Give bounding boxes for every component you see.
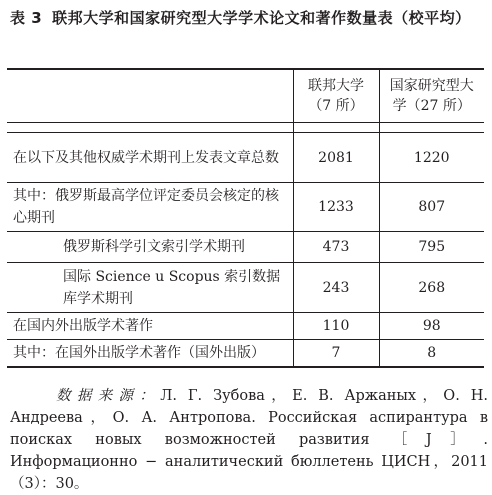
- header-empty: [7, 69, 293, 123]
- research-value: 268: [379, 263, 484, 313]
- spacer-cell: [7, 123, 293, 133]
- research-value: 807: [379, 183, 484, 232]
- header-research-universities: 国家研究型大学（27 所）: [379, 69, 484, 123]
- table-number: 表 3: [10, 9, 43, 27]
- spacer-cell: [379, 123, 484, 133]
- table-spacer-row: [7, 123, 484, 133]
- data-table: [7, 68, 484, 368]
- table-row: [7, 183, 484, 232]
- row-label: 其中：在国外出版学术著作（国外出版）: [7, 340, 293, 368]
- table-title: 联邦大学和国家研究型大学学术论文和著作数量表（校平均）: [52, 9, 471, 27]
- row-label: 在国内外出版学术著作: [7, 313, 293, 340]
- source-lead: 数据来源：: [56, 388, 161, 404]
- data-source-note: [10, 385, 488, 495]
- table-header-row: [7, 69, 484, 123]
- table-caption: [10, 4, 486, 32]
- federal-value: 110: [293, 313, 379, 340]
- table-row: [7, 340, 484, 368]
- research-value: 98: [379, 313, 484, 340]
- federal-value: 1233: [293, 183, 379, 232]
- research-value: 795: [379, 232, 484, 263]
- row-label: 俄罗斯科学引文索引学术期刊: [7, 232, 293, 263]
- table-row: [7, 133, 484, 183]
- table-row: [7, 313, 484, 340]
- federal-value: 2081: [293, 133, 379, 183]
- federal-value: 243: [293, 263, 379, 313]
- spacer-cell: [293, 123, 379, 133]
- row-label: 国际 Science u Scopus 索引数据库学术期刊: [7, 263, 293, 313]
- research-value: 1220: [379, 133, 484, 183]
- header-federal-universities: 联邦大学（7 所）: [293, 69, 379, 123]
- source-citation: Л. Г. Зубова，Е. В. Аржаных，О. Н. Андреева，О. А. Антропова. Российская аспирантура в поисках новых возможностей развития ［J］. Информационно − аналитический бюллетень ЦИСН，2011（3）：30。: [10, 388, 489, 492]
- row-label: 在以下及其他权威学术期刊上发表文章总数: [7, 133, 293, 183]
- federal-value: 7: [293, 340, 379, 368]
- research-value: 8: [379, 340, 484, 368]
- row-label: 其中：俄罗斯最高学位评定委员会核定的核心期刊: [7, 183, 293, 232]
- federal-value: 473: [293, 232, 379, 263]
- table-row: [7, 263, 484, 313]
- table-row: [7, 232, 484, 263]
